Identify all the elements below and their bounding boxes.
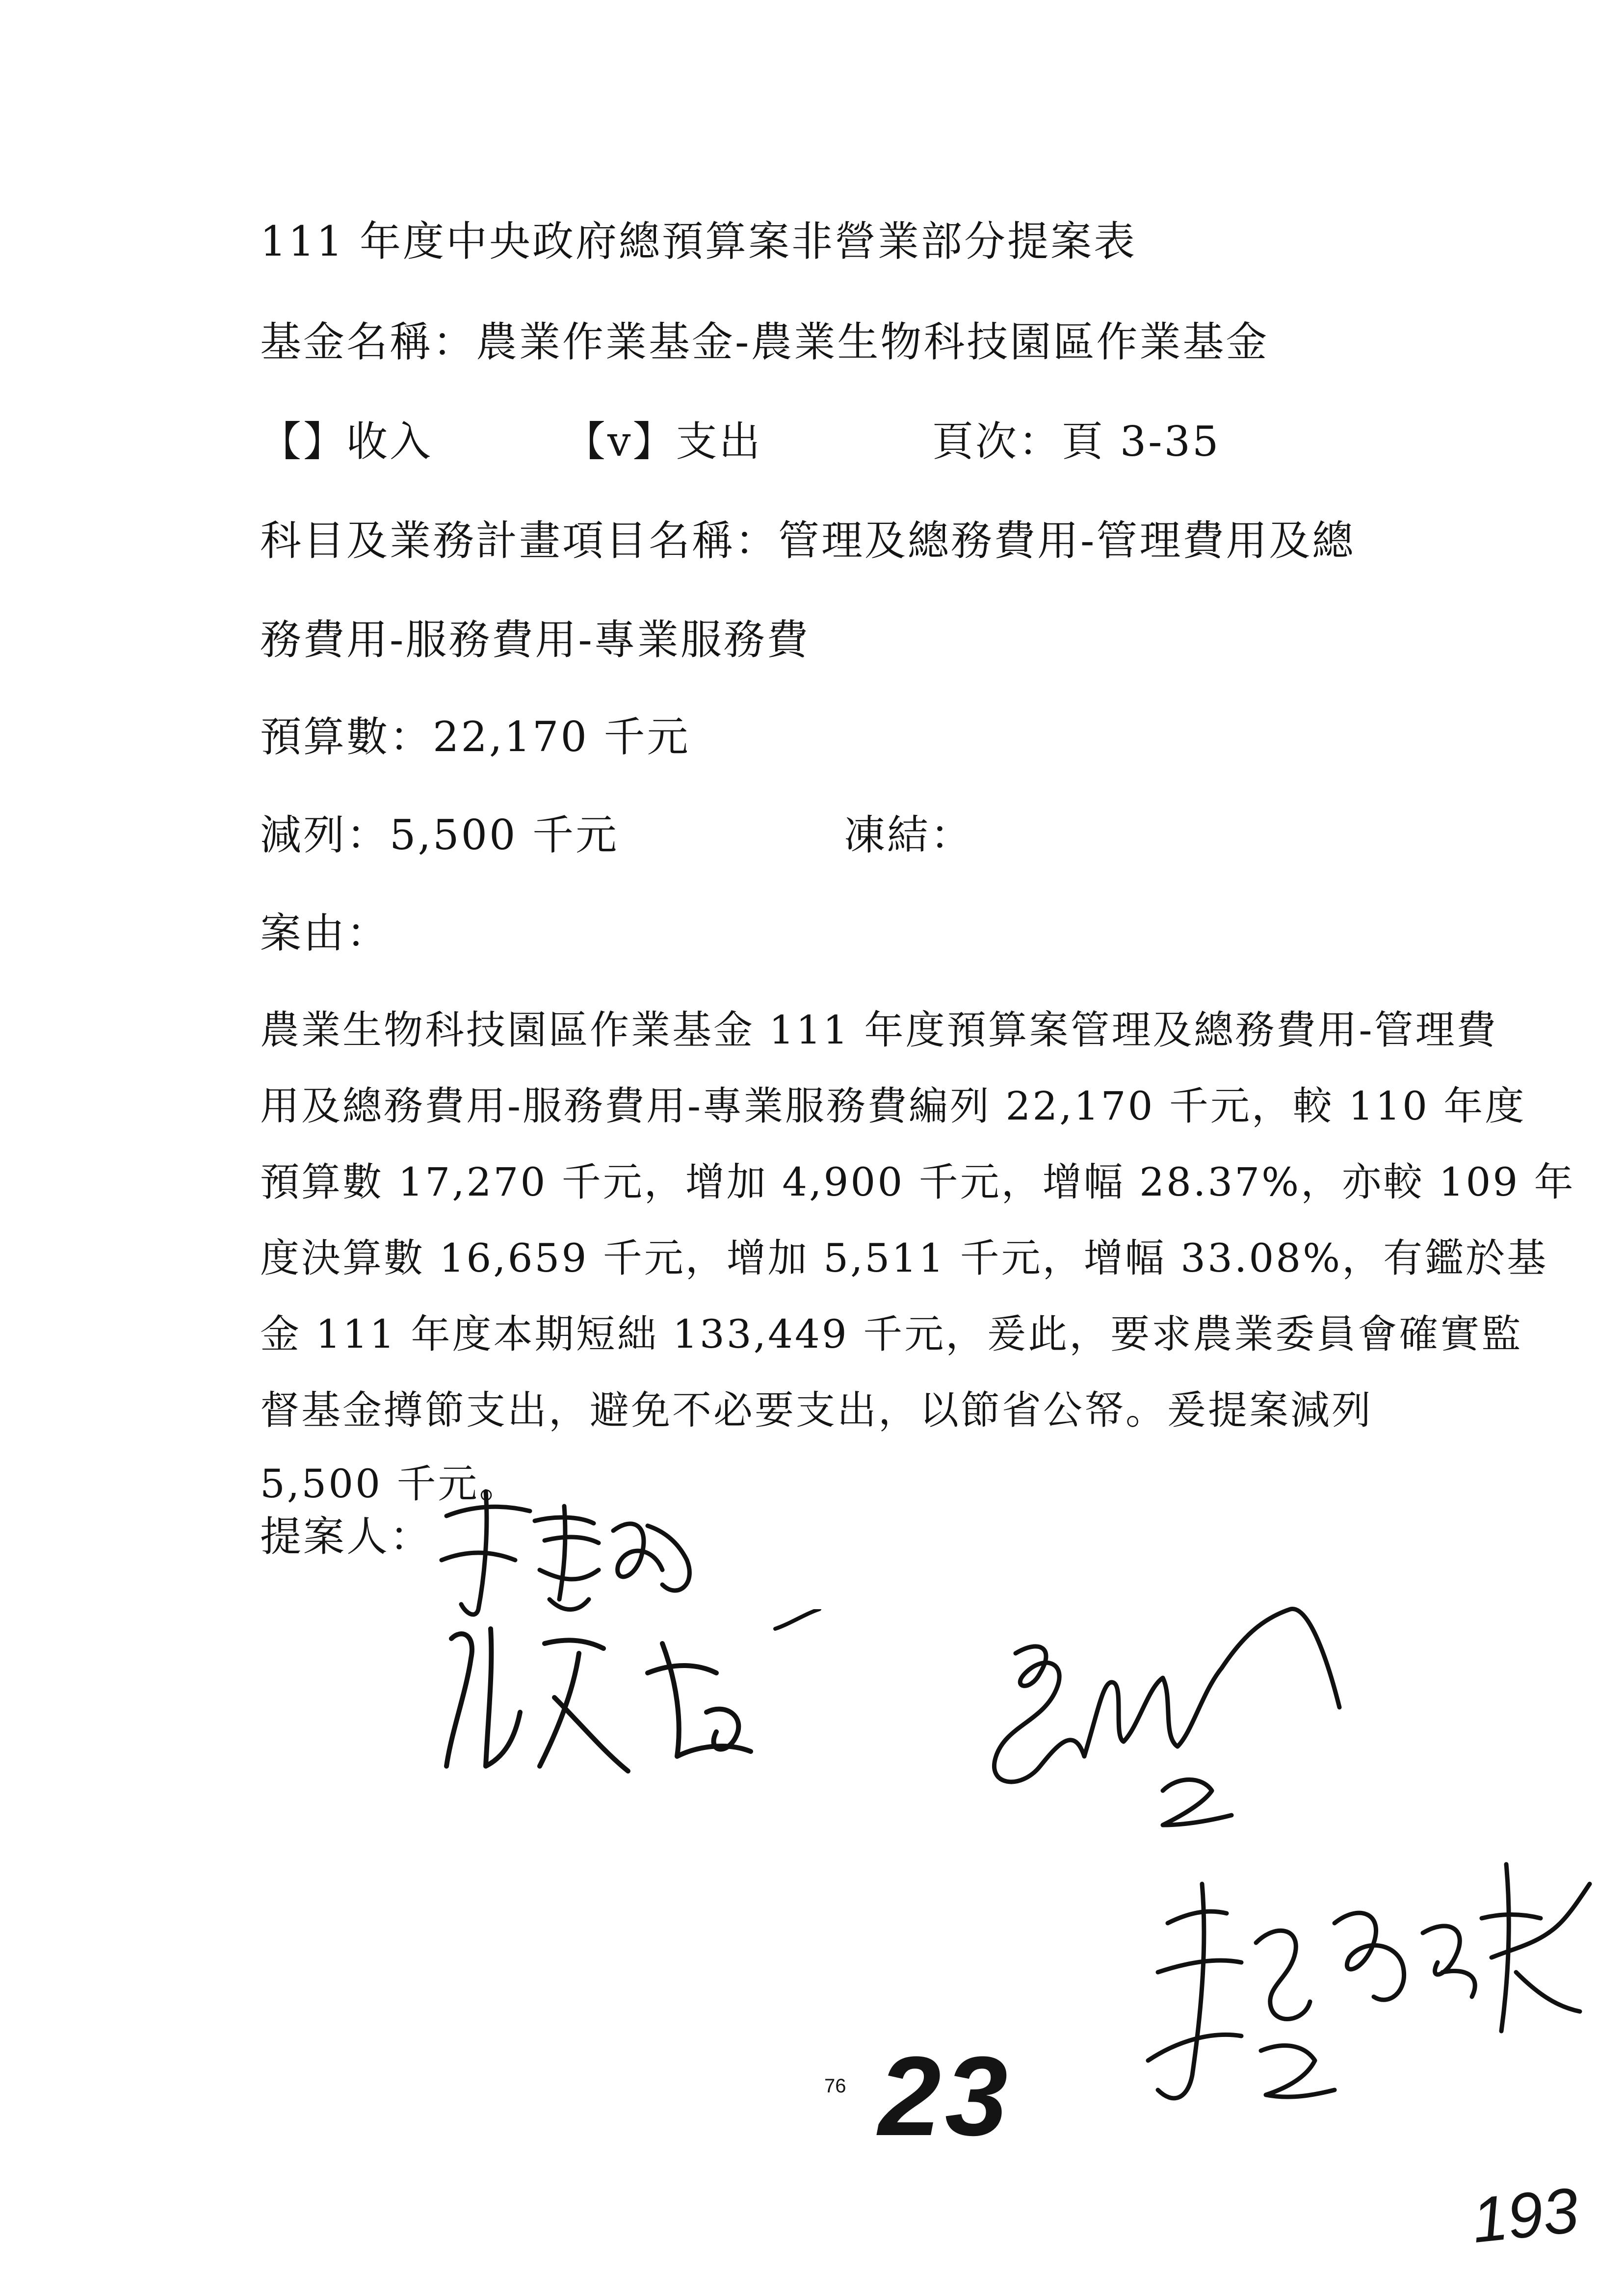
reason-line: 用及總務費用-服務費用-專業服務費編列 22,170 千元，較 110 年度 <box>260 1083 1526 1129</box>
reason-line: 督基金撙節支出，避免不必要支出，以節省公帑。爰提案減列 <box>260 1387 1373 1433</box>
item-name-line-1: 科目及業務計畫項目名稱：管理及總務費用-管理費用及總 <box>260 517 1356 565</box>
reason-line: 度決算數 16,659 千元，增加 5,511 千元，增幅 33.08%，有鑑於基 <box>260 1235 1548 1281</box>
page-number-small: 76 <box>824 2075 846 2097</box>
page-number-handwritten: 193 <box>1468 2174 1582 2256</box>
reduction-amount: 減列：5,500 千元 <box>260 811 619 859</box>
item-name-line-2: 務費用-服務費用-專業服務費 <box>260 616 810 664</box>
reason-line: 預算數 17,270 千元，增加 4,900 千元，增幅 28.37%，亦較 109 年 <box>260 1159 1575 1205</box>
signature-2 <box>432 1609 834 1786</box>
page-number-large: 23 <box>878 2033 1012 2159</box>
freeze-amount: 凍結： <box>844 811 974 859</box>
form-title: 111 年度中央政府總預算案非營業部分提案表 <box>260 217 1137 265</box>
reason-line: 農業生物科技園區作業基金 111 年度預算案管理及總務費用-管理費 <box>260 1007 1498 1053</box>
page-reference: 頁次：頁 3-35 <box>932 417 1221 466</box>
reason-label: 案由： <box>260 909 390 957</box>
reason-line: 5,500 千元。 <box>260 1461 521 1507</box>
signature-1 <box>432 1487 707 1624</box>
signature-3 <box>957 1580 1359 1835</box>
signature-4 <box>1128 1845 1595 2159</box>
expense-option: 【v】支出 <box>564 417 762 466</box>
budget-amount: 預算數：22,170 千元 <box>260 713 690 761</box>
reason-line: 金 111 年度本期短絀 133,449 千元，爰此，要求農業委員會確實監 <box>260 1311 1523 1357</box>
fund-name: 基金名稱：農業作業基金-農業生物科技園區作業基金 <box>260 318 1269 366</box>
proposer-label: 提案人： <box>260 1513 433 1561</box>
income-option: 【】收入 <box>260 417 433 466</box>
